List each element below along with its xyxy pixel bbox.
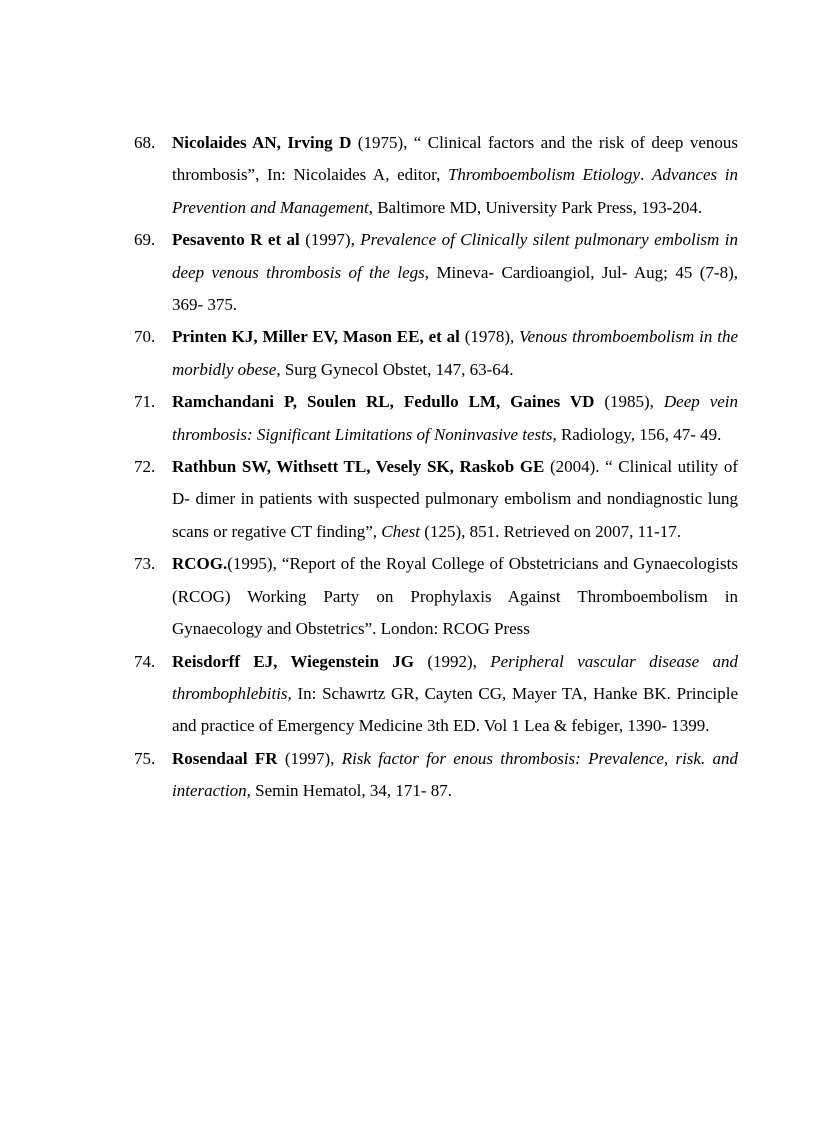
reference-item [134,451,739,548]
reference-text: (2004). “ Clinical utility of D- dimer in patients with suspected pulmonary embolism and nondiagnostic lung scans or regative CT finding”, [172,457,739,541]
reference-item [134,127,739,224]
reference-title: Risk factor for enous thrombosis: Prevalence, risk. and interaction, [172,748,739,801]
reference-authors: Reisdorff EJ, Wiegenstein JG [172,651,414,671]
reference-number: 69. [134,230,156,250]
reference-text: , Mineva- Cardioangiol, Jul- Aug; 45 (7-8), 369- 375. [172,262,738,315]
reference-list [0,127,816,808]
reference-item [134,548,738,645]
reference-title: Chest [381,521,421,541]
reference-title: Venous thromboembolism in the morbidly obese [172,327,738,379]
reference-number: 75. [134,748,156,768]
reference-authors: RCOG. [172,554,228,574]
reference-item [134,743,739,808]
reference-authors: Printen KJ, Miller EV, Mason EE, et al [172,327,460,347]
reference-number: 74. [134,651,156,671]
reference-text: , Surg Gynecol Obstet, 147, 63-64. [276,359,514,379]
reference-text: (1997), [277,748,342,768]
reference-text: . [640,165,652,185]
reference-title: Peripheral vascular disease and thrombophlebitis, [172,651,739,703]
reference-text: Semin Hematol, 34, 171- 87. [250,781,453,801]
reference-text: , Radiology, 156, 47- 49. [552,424,722,444]
reference-item [134,646,739,743]
reference-title: Prevalence of Clinically silent pulmonary embolism in deep venous thrombosis of the legs [172,230,739,282]
reference-text: (1997), [299,230,361,250]
reference-authors: Ramchandani P, Soulen RL, Fedullo LM, Gaines VD [172,392,595,412]
reference-title: Deep vein thrombosis: Significant Limitations of Noninvasive tests [172,392,739,444]
reference-number: 72. [134,457,156,477]
reference-number: 71. [134,392,156,412]
reference-number: 73. [134,554,156,574]
reference-title: Thromboembolism Etiology [447,165,641,185]
reference-item [134,224,739,321]
reference-text: (1975), “ Clinical factors and the risk of deep venous thrombosis”, In: Nicolaides A, editor, [172,133,738,185]
reference-authors: Pesavento R et al [172,230,300,250]
reference-number: 70. [134,327,156,347]
reference-text: (1985), [594,392,664,412]
reference-text: (125), 851. Retrieved on 2007, 11-17. [420,521,681,541]
reference-item [134,386,739,451]
reference-text: (1995), “Report of the Royal College of Obstetricians and Gynaecologists (RCOG) Working Party on Prophylaxis Against Thromboembolism in Gynaecology and Obstetrics”. London: RCOG Press [172,554,738,639]
reference-authors: Nicolaides AN, Irving D [172,133,352,152]
reference-number: 68. [134,133,156,152]
reference-text: In: Schawrtz GR, Cayten CG, Mayer TA, Hanke BK. Principle and practice of Emergency Medicine 3th ED. Vol 1 Lea & febiger, 1390- 1399. [172,683,738,736]
reference-item [134,321,738,386]
reference-title: Advances in Prevention and Management [172,165,739,217]
reference-authors: Rosendaal FR [172,748,278,768]
reference-text: , Baltimore MD, University Park Press, 193-204. [368,197,703,217]
reference-text: (1978), [459,327,520,347]
reference-text: (1992), [413,651,491,671]
reference-authors: Rathbun SW, Withsett TL, Vesely SK, Raskob GE [172,457,545,477]
